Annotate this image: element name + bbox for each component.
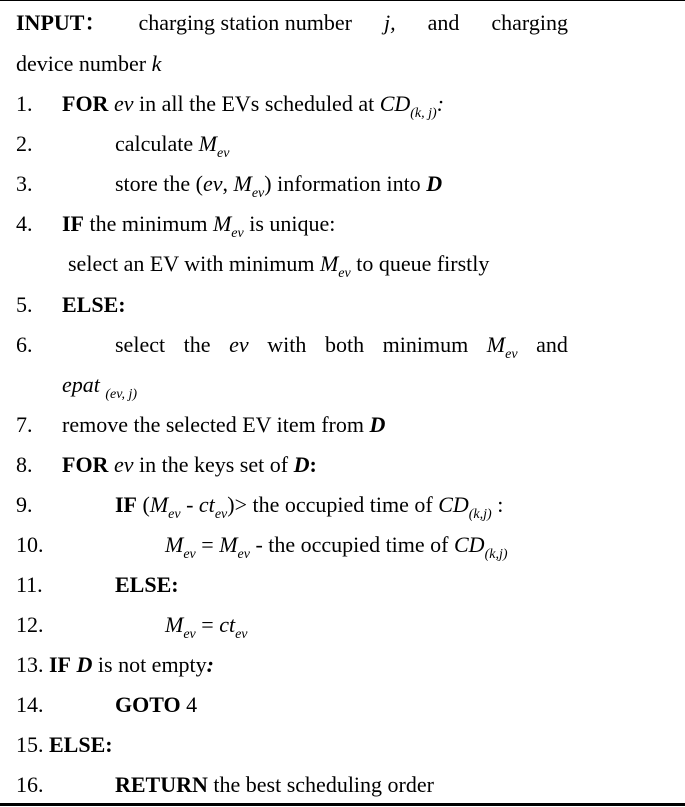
bottom-rule <box>0 803 685 806</box>
input-label: INPUT： <box>16 10 107 35</box>
top-rule <box>0 0 685 1</box>
input-text: charging station number <box>138 10 352 35</box>
input-var-k: k <box>151 51 162 76</box>
input-and: and <box>427 10 460 35</box>
input-var-j: j, <box>383 10 396 35</box>
input-charging: charging <box>491 10 568 35</box>
input-line <box>16 10 568 36</box>
input-line-2: device number k <box>16 51 162 76</box>
